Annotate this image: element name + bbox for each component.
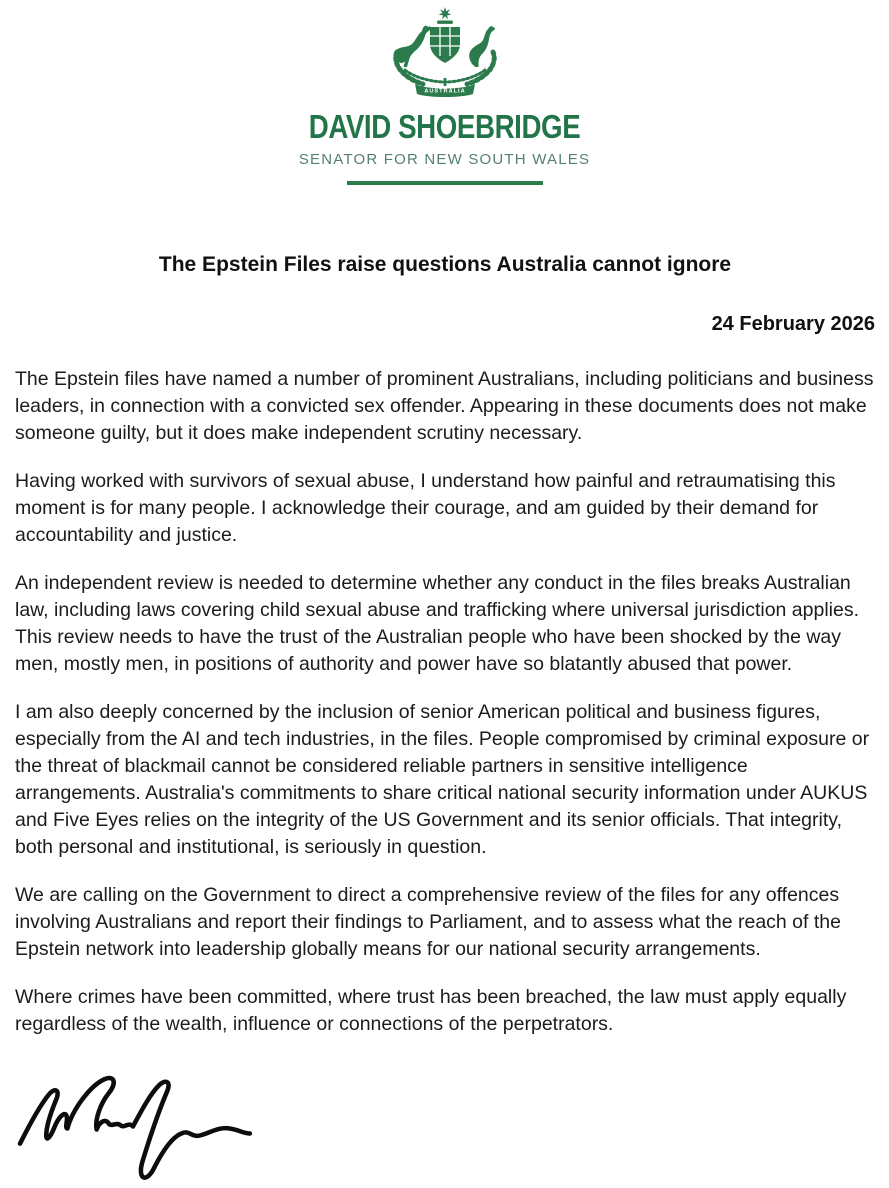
paragraph: I am also deeply concerned by the inclusion of senior American political and business figures, especially from the AI and tech industries, in the files. People compromised by criminal exposure or the threat of blackmail cannot be considered reliable partners in sensitive intelligence arrangements. Australia's commitments to share critical national security information under AUKUS and Five Eyes relies on the integrity of the US Government and its senior officials. That integrity, both personal and institutional, is seriously in question. <box>15 701 870 858</box>
letter-body <box>0 253 889 1038</box>
header-divider <box>347 181 543 185</box>
emu-icon <box>469 26 495 67</box>
paragraph: Having worked with survivors of sexual abuse, I understand how painful and retraumatising this moment is for many people. I acknowledge their courage, and am guided by their demand for accountability and justice. <box>15 470 836 546</box>
crest-banner-label: AUSTRALIA <box>423 88 466 95</box>
senator-name: DAVID SHOEBRIDGE <box>308 108 581 145</box>
letter-date: 24 February 2026 <box>711 313 875 335</box>
letter-title: The Epstein Files raise questions Australia cannot ignore <box>158 253 732 276</box>
kangaroo-icon <box>393 26 431 67</box>
paragraph: Where crimes have been committed, where trust has been breached, the law must apply equally regardless of the wealth, influence or connections of the perpetrators. <box>15 986 847 1035</box>
australian-coat-of-arms-icon <box>384 6 506 98</box>
paragraph: An independent review is needed to determine whether any conduct in the files breaks Australian law, including laws covering child sexual abuse and trafficking where universal jurisdiction applies. This review needs to have the trust of the Australian people who have been shocked by the way men, mostly men, in positions of authority and power have so blatantly abused that power. <box>15 572 860 675</box>
signature-image <box>16 1070 268 1188</box>
senator-title: SENATOR FOR NEW SOUTH WALES <box>298 151 591 168</box>
letterhead <box>0 0 889 185</box>
commonwealth-star-icon <box>438 7 451 19</box>
paragraph: We are calling on the Government to direct a comprehensive review of the files for any offences involving Australians and report their findings to Parliament, and to assess what the reach of the Epstein network into leadership globally means for our national security arrangements. <box>15 884 841 960</box>
shield-icon <box>430 27 460 63</box>
paragraph: The Epstein files have named a number of prominent Australians, including politicians and business leaders, in connection with a convicted sex offender. Appearing in these documents does not make someone guilty, but it does make independent scrutiny necessary. <box>15 368 874 444</box>
